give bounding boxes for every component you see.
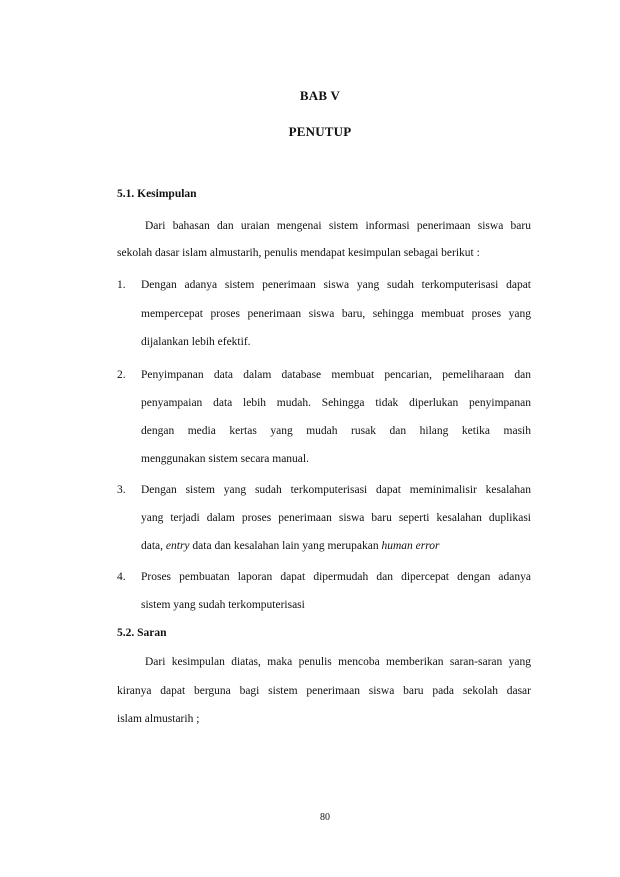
list-item-2-line-3: dengan media kertas yang mudah rusak dan hilang ketika masih: [141, 425, 531, 437]
text-fragment: data dan kesalahan lain yang merupakan: [189, 540, 382, 552]
list-item-3-line-1: Dengan sistem yang sudah terkomputerisasi dapat meminimalisir kesalahan: [141, 484, 531, 496]
list-item-2-line-4: menggunakan sistem secara manual.: [141, 453, 309, 465]
saran-line-2: kiranya dapat berguna bagi sistem penerimaan siswa baru pada sekolah dasar: [117, 685, 531, 697]
list-item-number-4: 4.: [117, 571, 126, 583]
saran-line-1: Dari kesimpulan diatas, maka penulis mencoba memberikan saran-saran yang: [145, 656, 531, 668]
italic-term-human-error: human error: [381, 540, 440, 552]
page-number: 80: [320, 812, 330, 823]
text-fragment: data,: [141, 540, 166, 552]
section-heading-saran: 5.2. Saran: [117, 627, 167, 639]
intro-line-2: sekolah dasar islam almustarih, penulis mendapat kesimpulan sebagai berikut :: [117, 247, 480, 259]
list-item-4-line-1: Proses pembuatan laporan dapat dipermudah dan dipercepat dengan adanya: [141, 571, 531, 583]
list-item-3-line-3: [141, 539, 531, 553]
section-heading-kesimpulan: 5.1. Kesimpulan: [117, 188, 197, 200]
saran-line-3: islam almustarih ;: [117, 713, 200, 725]
list-item-3-line-2: yang terjadi dalam proses penerimaan siswa baru seperti kesalahan duplikasi: [141, 512, 531, 524]
chapter-number: BAB V: [299, 88, 341, 103]
italic-term-entry: entry: [165, 540, 190, 552]
list-item-4-line-2: sistem yang sudah terkomputerisasi: [141, 599, 305, 611]
list-item-number-2: 2.: [117, 369, 126, 381]
list-item-1-line-2: mempercepat proses penerimaan siswa baru, sehingga membuat proses yang: [141, 308, 531, 320]
intro-line-1: Dari bahasan dan uraian mengenai sistem informasi penerimaan siswa baru: [145, 220, 531, 232]
chapter-title: PENUTUP: [288, 124, 352, 139]
list-item-2-line-1: Penyimpanan data dalam database membuat pencarian, pemeliharaan dan: [141, 369, 531, 381]
list-item-2-line-2: penyampaian data lebih mudah. Sehingga tidak diperlukan penyimpanan: [141, 397, 531, 409]
list-item-number-3: 3.: [117, 484, 126, 496]
list-item-1-line-1: Dengan adanya sistem penerimaan siswa yang sudah terkomputerisasi dapat: [141, 279, 531, 291]
list-item-1-line-3: dijalankan lebih efektif.: [141, 336, 251, 348]
list-item-number-1: 1.: [117, 279, 126, 291]
